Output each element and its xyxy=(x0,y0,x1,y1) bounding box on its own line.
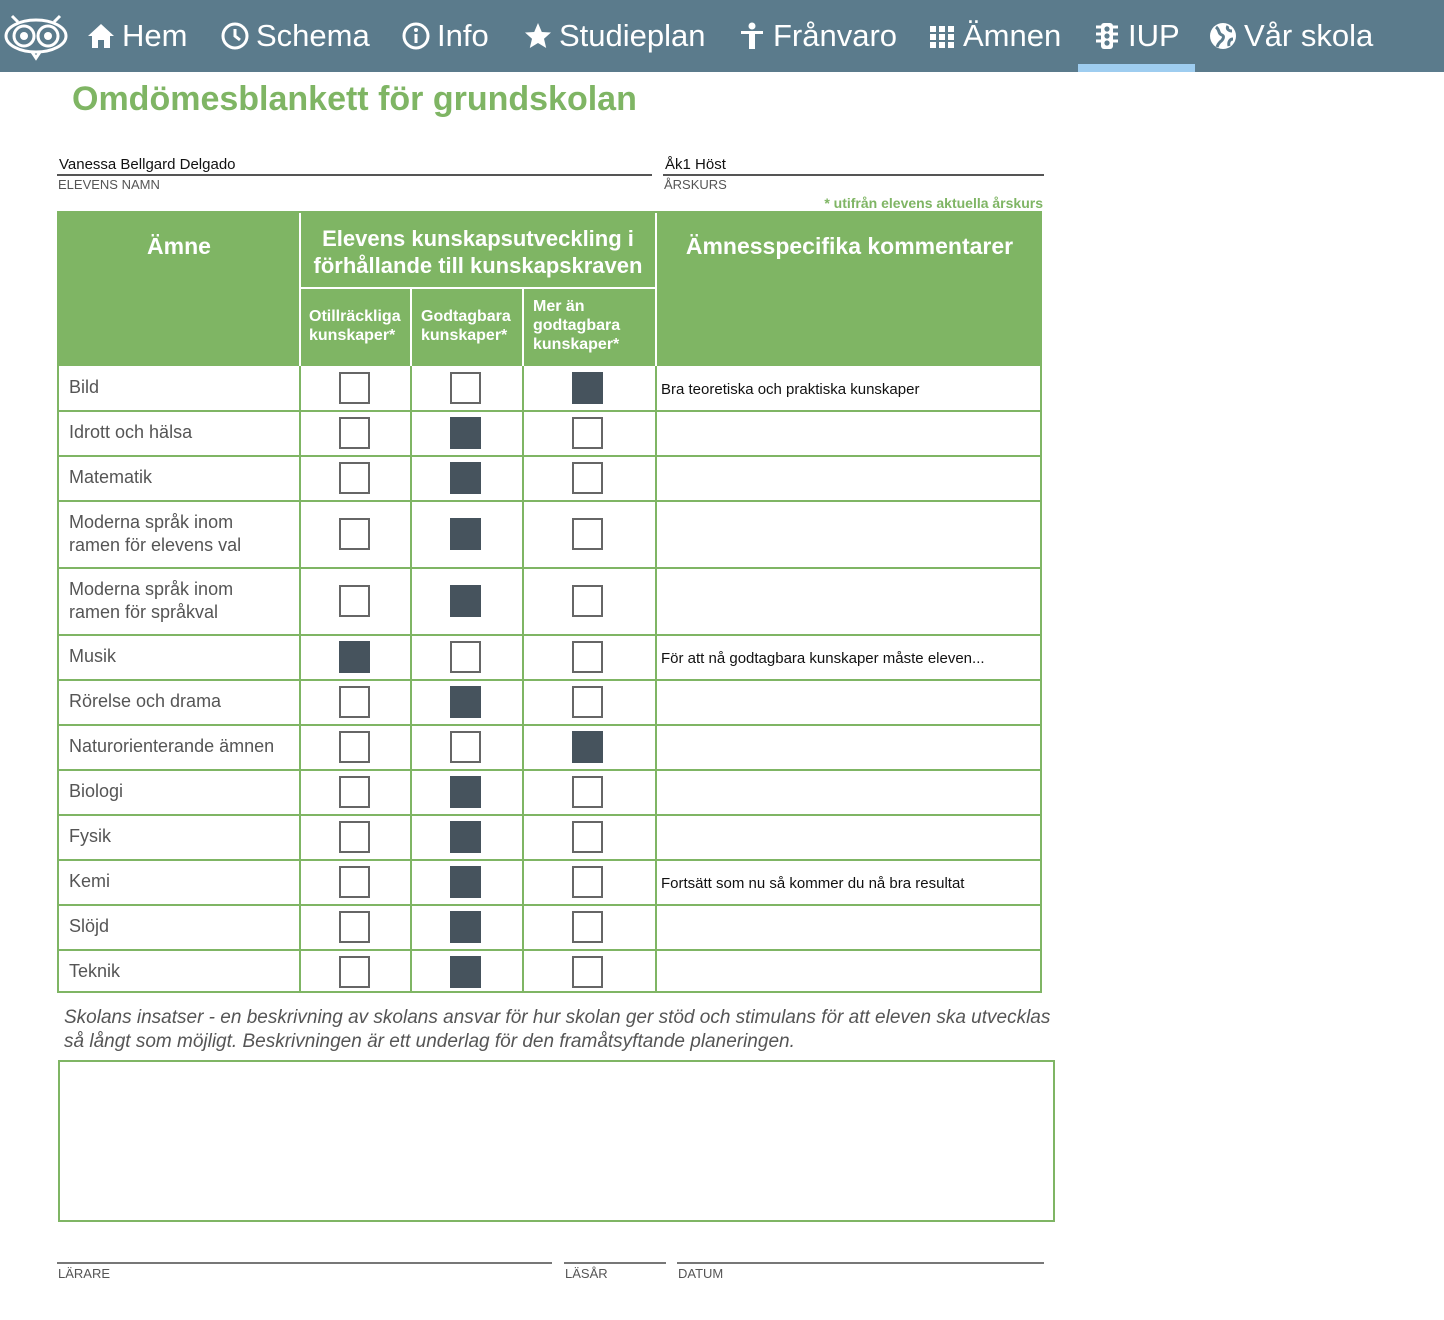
header-divider xyxy=(301,287,655,289)
globe-icon xyxy=(1208,21,1238,51)
table-row xyxy=(59,635,1040,680)
checkbox-otillrackliga[interactable] xyxy=(339,911,370,943)
table-row xyxy=(59,815,1040,860)
nav-item-var-skola[interactable] xyxy=(1208,0,1373,72)
checkbox-mer-an-godtagbara[interactable] xyxy=(572,866,603,898)
column-header-godtagbara: Godtagbara kunskaper* xyxy=(421,308,511,344)
date-line[interactable] xyxy=(677,1262,1044,1264)
grade-value[interactable]: Åk1 Höst xyxy=(665,156,726,173)
checkbox-godtagbara[interactable] xyxy=(450,866,481,898)
person-icon xyxy=(737,21,767,51)
page-title: Omdömesblankett för grundskolan xyxy=(72,80,637,118)
school-year-line[interactable] xyxy=(564,1262,666,1264)
clock-icon xyxy=(220,21,250,51)
table-row xyxy=(59,770,1040,815)
checkbox-otillrackliga[interactable] xyxy=(339,956,370,988)
nav-item-label: Hem xyxy=(122,18,188,53)
table-row xyxy=(59,366,1040,411)
teacher-signature-line[interactable] xyxy=(57,1262,552,1264)
checkbox-mer-an-godtagbara[interactable] xyxy=(572,731,603,763)
checkbox-godtagbara[interactable] xyxy=(450,417,481,449)
checkbox-mer-an-godtagbara[interactable] xyxy=(572,641,603,673)
info-icon xyxy=(401,21,431,51)
student-name-line xyxy=(57,174,652,176)
insatser-description: Skolans insatser - en beskrivning av skolans ansvar för hur skolan ger stöd och stimulans för att eleven ska utvecklas så långt som möjligt. Beskrivningen är ett underlag för den framåtsyftande planeringen. xyxy=(64,1007,1051,1052)
checkbox-mer-an-godtagbara[interactable] xyxy=(572,518,603,550)
nav-item-info[interactable] xyxy=(401,0,489,72)
checkbox-mer-an-godtagbara[interactable] xyxy=(572,776,603,808)
grade-table xyxy=(57,211,1042,993)
grade-line xyxy=(663,174,1044,176)
comment-cell[interactable]: Fortsätt som nu så kommer du nå bra resultat xyxy=(661,875,965,892)
date-caption: DATUM xyxy=(678,1266,724,1281)
checkbox-mer-an-godtagbara[interactable] xyxy=(572,956,603,988)
top-navbar xyxy=(0,0,1444,72)
checkbox-otillrackliga[interactable] xyxy=(339,372,370,404)
header-divider xyxy=(410,287,412,366)
nav-item-label: Vår skola xyxy=(1244,18,1374,53)
checkbox-godtagbara[interactable] xyxy=(450,731,481,763)
home-icon xyxy=(86,21,116,51)
nav-item-franvaro[interactable] xyxy=(737,0,897,72)
header-divider xyxy=(522,287,524,366)
checkbox-otillrackliga[interactable] xyxy=(339,641,370,673)
grade-caption: ÅRSKURS xyxy=(664,177,727,192)
table-row xyxy=(59,411,1040,456)
checkbox-mer-an-godtagbara[interactable] xyxy=(572,911,603,943)
subject-name: Rörelse och drama xyxy=(69,691,222,711)
nav-item-label: Info xyxy=(437,18,489,53)
table-row xyxy=(59,950,1040,995)
traffic-light-icon xyxy=(1092,21,1122,51)
subject-name: Slöjd xyxy=(69,916,110,936)
checkbox-godtagbara[interactable] xyxy=(450,686,481,718)
checkbox-mer-an-godtagbara[interactable] xyxy=(572,821,603,853)
table-row xyxy=(59,680,1040,725)
checkbox-mer-an-godtagbara[interactable] xyxy=(572,462,603,494)
checkbox-godtagbara[interactable] xyxy=(450,641,481,673)
column-header-otillrackliga: Otillräckliga kunskaper* xyxy=(309,308,401,344)
header-subject: Ämne xyxy=(147,233,211,259)
checkbox-otillrackliga[interactable] xyxy=(339,866,370,898)
checkbox-otillrackliga[interactable] xyxy=(339,462,370,494)
subject-name: Idrott och hälsa xyxy=(69,422,193,442)
checkbox-godtagbara[interactable] xyxy=(450,821,481,853)
insatser-input[interactable] xyxy=(58,1060,1055,1222)
nav-item-studieplan[interactable] xyxy=(523,0,706,72)
subject-name: Fysik xyxy=(69,826,111,846)
checkbox-otillrackliga[interactable] xyxy=(339,518,370,550)
table-row xyxy=(59,725,1040,770)
checkbox-otillrackliga[interactable] xyxy=(339,776,370,808)
comment-cell[interactable]: Bra teoretiska och praktiska kunskaper xyxy=(661,381,920,398)
column-header-mer-an-godtagbara: Mer än godtagbara kunskaper* xyxy=(533,298,621,353)
checkbox-otillrackliga[interactable] xyxy=(339,821,370,853)
checkbox-godtagbara[interactable] xyxy=(450,956,481,988)
nav-item-iup[interactable] xyxy=(1078,0,1195,72)
school-year-caption: LÄSÅR xyxy=(565,1266,608,1281)
nav-item-label: Ämnen xyxy=(963,18,1062,53)
table-row xyxy=(59,456,1040,501)
nav-item-schema[interactable] xyxy=(220,0,370,72)
nav-item-label: Schema xyxy=(256,18,370,53)
checkbox-mer-an-godtagbara[interactable] xyxy=(572,585,603,617)
checkbox-godtagbara[interactable] xyxy=(450,372,481,404)
checkbox-otillrackliga[interactable] xyxy=(339,417,370,449)
nav-item-amnen[interactable] xyxy=(927,0,1061,72)
subject-name: Biologi xyxy=(69,781,124,801)
nav-item-label: Frånvaro xyxy=(773,18,898,53)
checkbox-mer-an-godtagbara[interactable] xyxy=(572,372,603,404)
owl-logo-icon[interactable] xyxy=(4,10,68,62)
table-row xyxy=(59,568,1040,635)
table-row xyxy=(59,860,1040,905)
nav-item-hem[interactable] xyxy=(86,0,187,72)
checkbox-otillrackliga[interactable] xyxy=(339,585,370,617)
header-comments: Ämnesspecifika kommentarer xyxy=(685,233,1014,259)
subject-name: Teknik xyxy=(69,961,121,981)
star-icon xyxy=(523,21,553,51)
checkbox-mer-an-godtagbara[interactable] xyxy=(572,417,603,449)
subject-name: Matematik xyxy=(69,467,153,487)
checkbox-otillrackliga[interactable] xyxy=(339,731,370,763)
grid-icon xyxy=(927,21,957,51)
table-row xyxy=(59,905,1040,950)
student-name-value[interactable]: Vanessa Bellgard Delgado xyxy=(59,156,236,173)
checkbox-godtagbara[interactable] xyxy=(450,911,481,943)
subject-name: Moderna språk inom ramen för språkval xyxy=(69,579,234,622)
subject-name: Kemi xyxy=(69,871,111,891)
checkbox-otillrackliga[interactable] xyxy=(339,686,370,718)
checkbox-mer-an-godtagbara[interactable] xyxy=(572,686,603,718)
teacher-caption: LÄRARE xyxy=(58,1266,111,1281)
checkbox-godtagbara[interactable] xyxy=(450,776,481,808)
subject-name: Moderna språk inom ramen för elevens val xyxy=(69,512,242,555)
nav-item-label: Studieplan xyxy=(559,18,706,53)
nav-item-label: IUP xyxy=(1128,18,1180,53)
comment-cell[interactable]: För att nå godtagbara kunskaper måste eleven... xyxy=(661,650,985,667)
footnote: * utifrån elevens aktuella årskurs xyxy=(824,195,1043,211)
table-row xyxy=(59,501,1040,568)
subject-name: Musik xyxy=(69,646,117,666)
student-name-caption: ELEVENS NAMN xyxy=(58,177,160,192)
checkbox-godtagbara[interactable] xyxy=(450,518,481,550)
checkbox-godtagbara[interactable] xyxy=(450,585,481,617)
header-development: Elevens kunskapsutveckling i förhållande till kunskapskraven xyxy=(313,226,643,278)
subject-name: Naturorienterande ämnen xyxy=(69,736,275,756)
checkbox-godtagbara[interactable] xyxy=(450,462,481,494)
subject-name: Bild xyxy=(69,377,100,397)
